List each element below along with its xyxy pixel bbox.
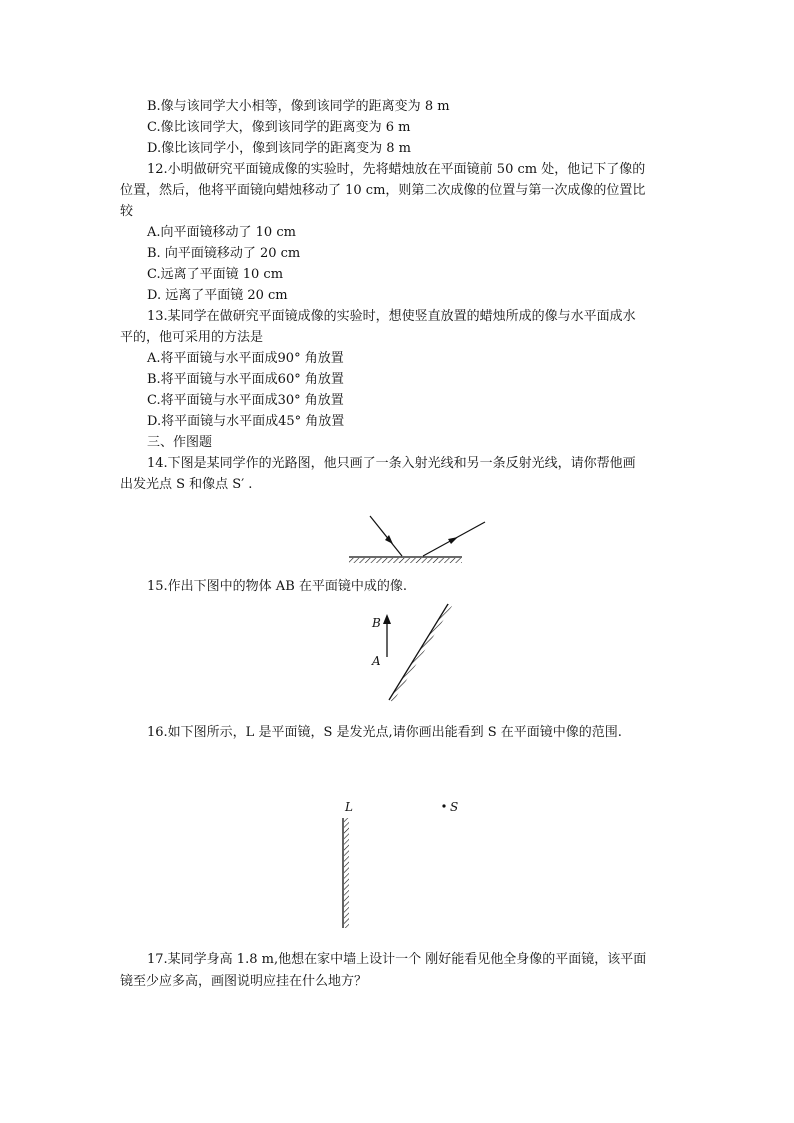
- q14-stem-line2: 出发光点 S 和像点 S′ .: [120, 477, 253, 492]
- q13-option-a: A.将平面镜与水平面成90° 角放置: [147, 351, 344, 366]
- q13-option-d: D.将平面镜与水平面成45° 角放置: [147, 414, 345, 429]
- q12-option-c: C.远离了平面镜 10 cm: [147, 267, 284, 282]
- q12-option-b: B. 向平面镜移动了 20 cm: [147, 246, 301, 261]
- q12-stem-line3: 较: [120, 204, 134, 219]
- q15-label-a: A: [372, 654, 381, 668]
- q15-label-b: B: [372, 616, 381, 630]
- q15-mirror-hatch: [389, 604, 452, 702]
- q16-label-s: S: [450, 800, 459, 814]
- q11-option-b: B.像与该同学大小相等，像到该同学的距离变为 8 m: [147, 99, 450, 114]
- q12-option-d: D. 远离了平面镜 20 cm: [147, 288, 288, 303]
- q12-stem-line1: 12.小明做研究平面镜成像的实验时，先将蜡烛放在平面镜前 50 cm 处，他记下了像的: [147, 162, 646, 177]
- q14-reflected-arrow: [448, 537, 458, 544]
- q16-label-l: L: [345, 800, 353, 814]
- q17-stem-line1: 17.某同学身高 1.8 m,他想在家中墙上设计一个 刚好能看见他全身像的平面镜，该平面: [147, 952, 647, 967]
- q16-stem: 16.如下图所示，L 是平面镜，S 是发光点,请你画出能看到 S 在平面镜中像的范围.: [147, 725, 622, 740]
- q14-mirror-hatch: [349, 558, 462, 563]
- q13-option-c: C.将平面镜与水平面成30° 角放置: [147, 393, 344, 408]
- q14-diagram: [349, 516, 485, 563]
- q15-diagram: [371, 604, 452, 702]
- q16-point-s: [442, 804, 445, 807]
- q15-stem: 15.作出下图中的物体 AB 在平面镜中成的像.: [147, 579, 408, 594]
- q13-stem-line1: 13.某同学在做研究平面镜成像的实验时，想使竖直放置的蜡烛所成的像与水平面成水: [147, 309, 636, 324]
- q13-stem-line2: 平的，他可采用的方法是: [120, 330, 264, 345]
- q12-stem-line2: 位置，然后，他将平面镜向蜡烛移动了 10 cm，则第二次成像的位置与第一次成像的位置比: [120, 183, 646, 198]
- q12-option-a: A.向平面镜移动了 10 cm: [147, 225, 296, 240]
- section-heading: 三、作图题: [147, 435, 213, 450]
- q14-incident-ray: [370, 516, 402, 556]
- q17-stem-line2: 镜至少应多高，画图说明应挂在什么地方？: [120, 974, 368, 989]
- q13-option-b: B.将平面镜与水平面成60° 角放置: [147, 372, 344, 387]
- q11-option-d: D.像比该同学小，像到该同学的距离变为 8 m: [147, 141, 411, 156]
- q16-diagram: [343, 800, 458, 928]
- q11-option-c: C.像比该同学大，像到该同学的距离变为 6 m: [147, 120, 411, 135]
- q15-object-arrowhead: [383, 614, 391, 624]
- q14-stem-line1: 14.下图是某同学作的光路图，他只画了一条入射光线和另一条反射光线，请你帮他画: [147, 456, 636, 471]
- q16-mirror-hatch: [344, 818, 349, 928]
